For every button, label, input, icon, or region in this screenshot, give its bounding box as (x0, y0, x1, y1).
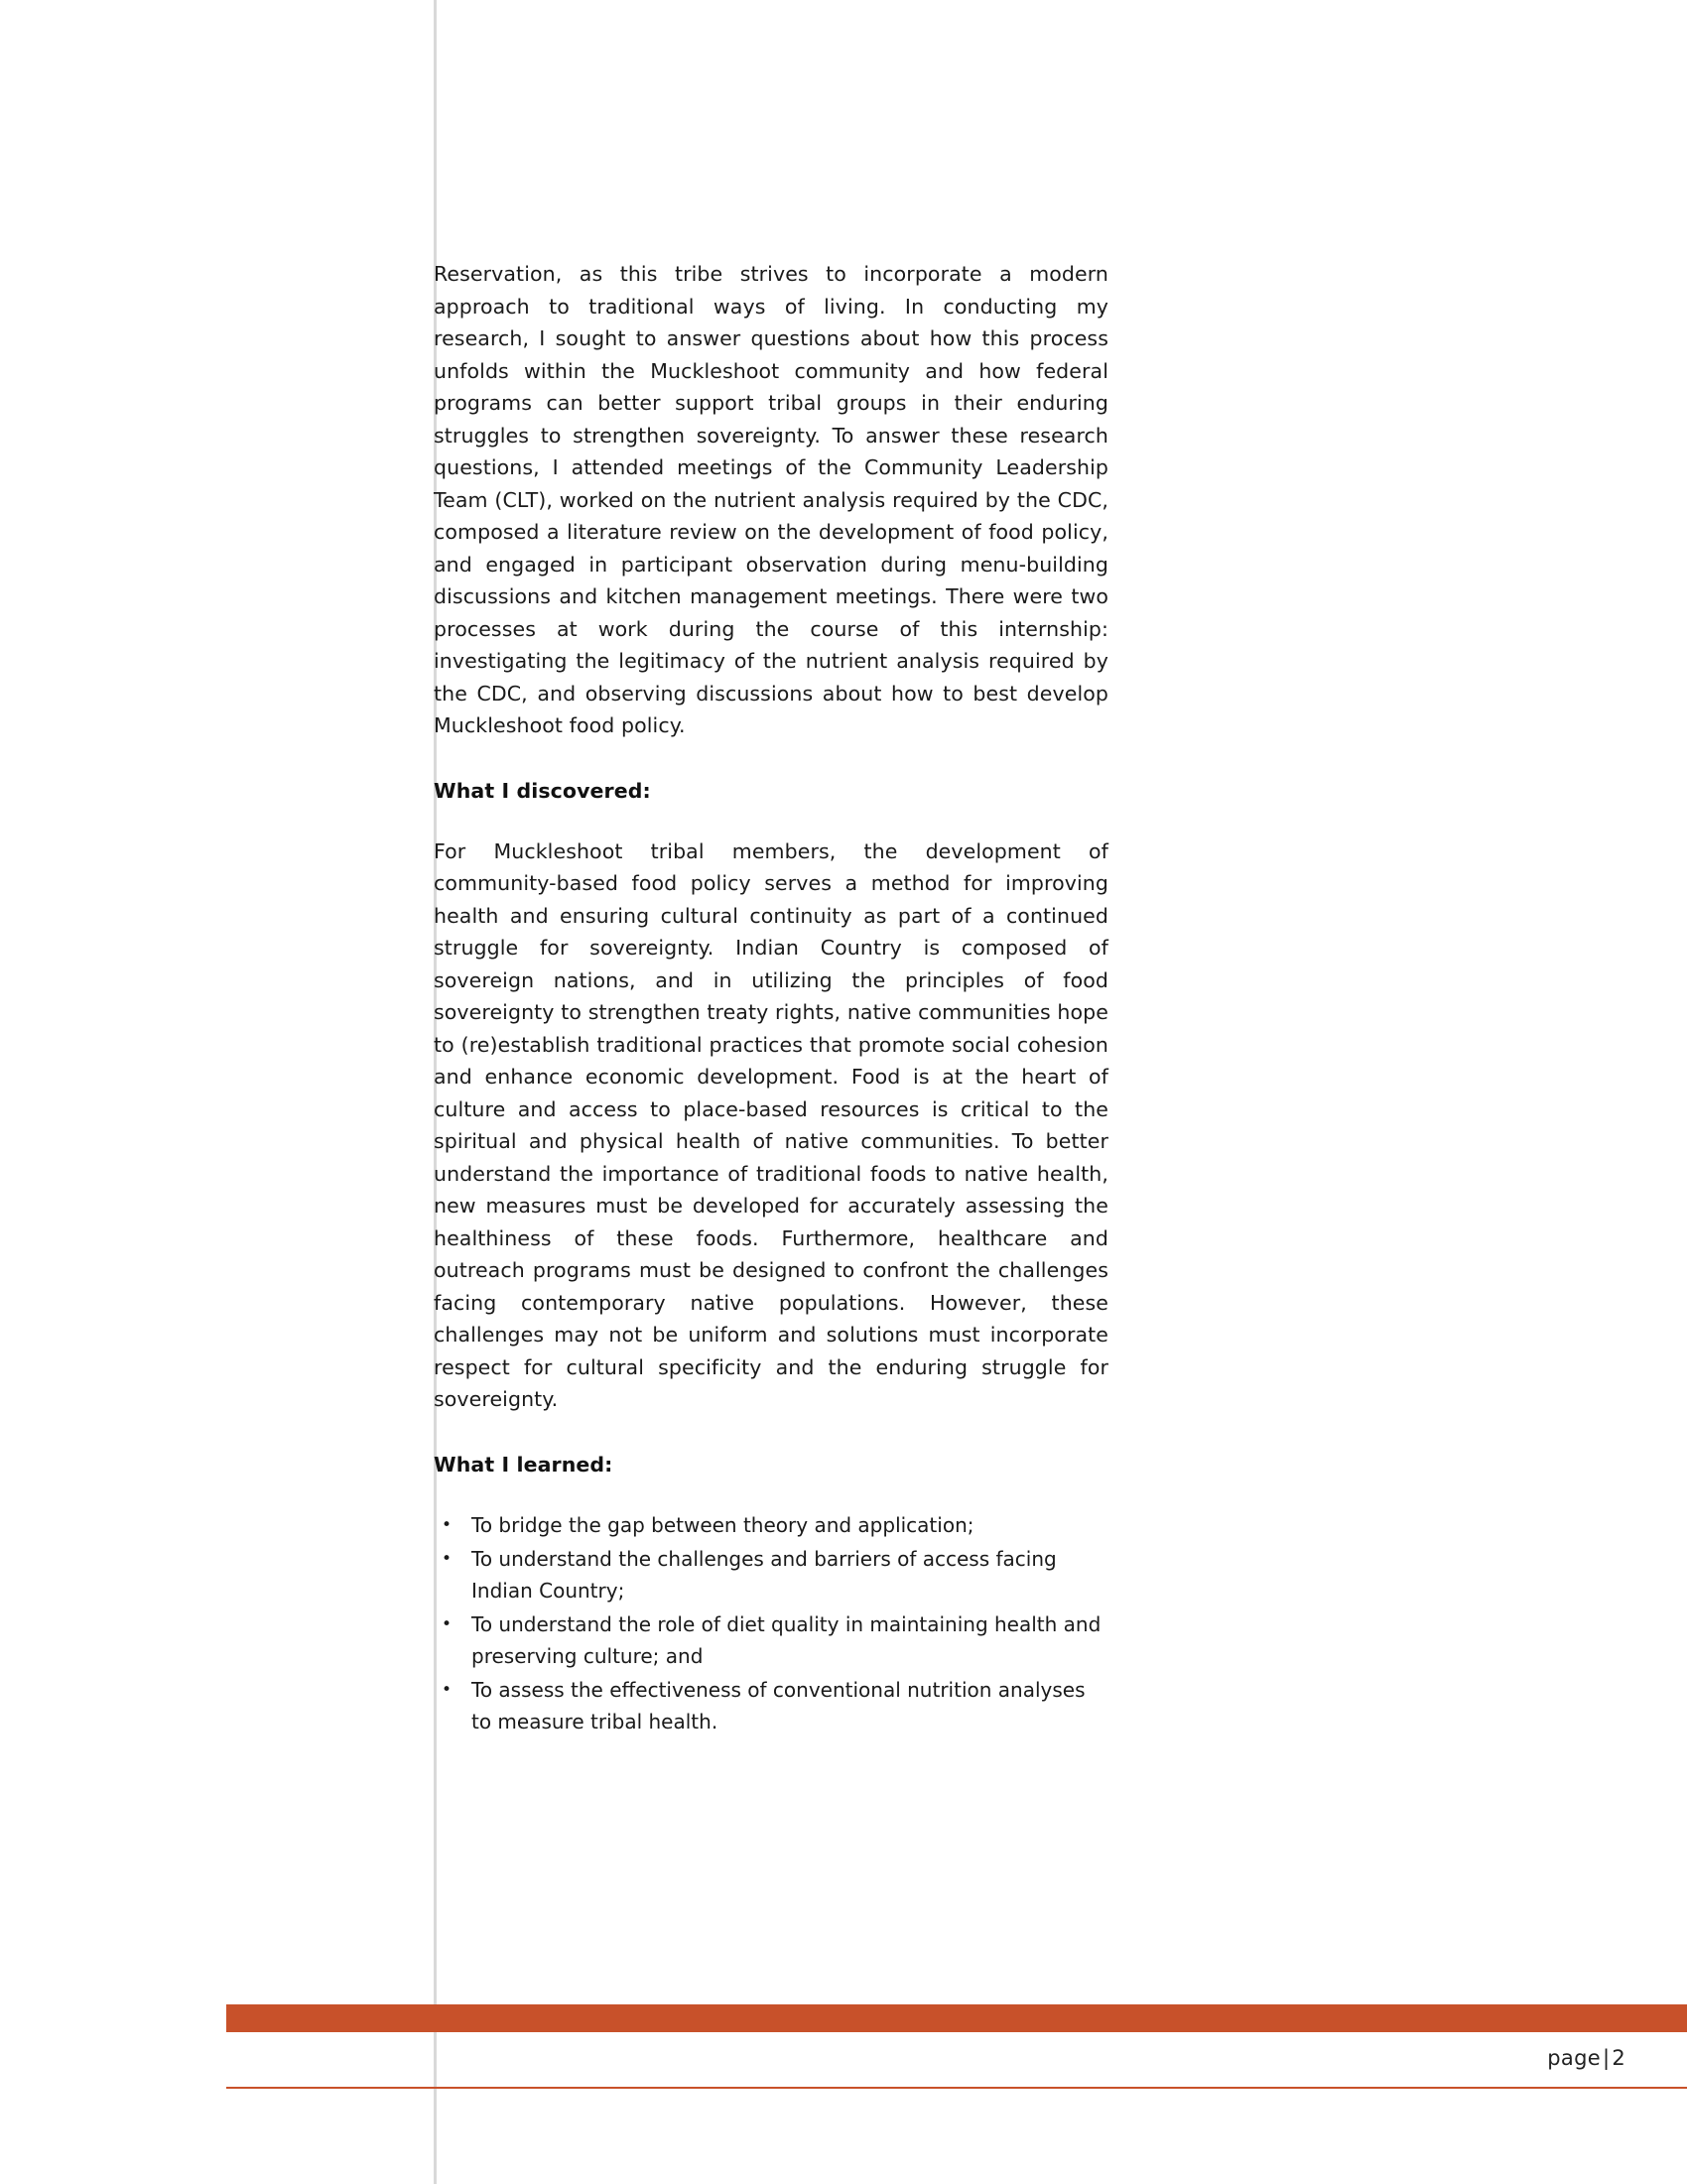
heading-what-i-learned: What I learned: (434, 1452, 613, 1477)
bullet-icon: • (442, 1514, 453, 1535)
list-item (434, 1509, 1106, 1541)
footer-divider-rule (226, 2087, 1687, 2089)
intro-paragraph: Reservation, as this tribe strives to incorporate a modern approach to traditional ways of living. In conducting my research, I sought to answer questions about how this process unfolds within the Muckleshoot community and how federal programs can better support tribal groups in their enduring struggles to strengthen sovereignty. To answer these research questions, I attended meetings of the Community Leadership Team (CLT), worked on the nutrient analysis required by the CDC, composed a literature review on the development of food policy, and engaged in participant observation during menu-building discussions and kitchen management meetings. There were two processes at work during the course of this internship: investigating the legitimacy of the nutrient analysis required by the CDC, and observing discussions about how to best develop Muckleshoot food policy. (434, 262, 1108, 737)
bullet-icon: • (442, 1613, 453, 1634)
footer-page-number: 2 (1612, 2046, 1625, 2070)
heading-what-i-discovered: What I discovered: (434, 778, 651, 803)
footer-accent-bar (226, 2004, 1687, 2032)
page-content (434, 258, 1108, 1739)
list-item-label: To understand the challenges and barriers of access facing Indian Country; (471, 1546, 1057, 1603)
list-item (434, 1674, 1106, 1737)
footer-separator: | (1602, 2046, 1611, 2070)
list-item-label: To assess the effectiveness of conventional nutrition analyses to measure tribal health. (471, 1677, 1086, 1734)
bullet-icon: • (442, 1548, 453, 1569)
list-item (434, 1543, 1106, 1606)
what-i-discovered-paragraph: For Muckleshoot tribal members, the development of community-based food policy serves a method for improving health and ensuring cultural continuity as part of a continued struggle for sovereignty. Indian Country is composed of sovereign nations, and in utilizing the principles of food sovereignty to strengthen treaty rights, native communities hope to (re)establish traditional practices that promote social cohesion and enhance economic development. Food is at the heart of culture and access to place-based resources is critical to the spiritual and physical health of native communities. To better understand the importance of traditional foods to native health, new measures must be developed for accurately assessing the healthiness of these foods. Furthermore, healthcare and outreach programs must be designed to confront the challenges facing contemporary native populations. However, these challenges may not be uniform and solutions must incorporate respect for cultural specificity and the enduring struggle for sovereignty. (434, 838, 1108, 1411)
list-item-label: To understand the role of diet quality in maintaining health and preserving culture; and (471, 1611, 1102, 1668)
footer-label: page (1547, 2046, 1601, 2070)
learned-bullet-list (434, 1509, 1108, 1737)
bullet-icon: • (442, 1679, 453, 1700)
list-item-label: To bridge the gap between theory and application; (471, 1512, 974, 1537)
page-number-footer (1547, 2046, 1625, 2070)
list-item (434, 1608, 1106, 1672)
